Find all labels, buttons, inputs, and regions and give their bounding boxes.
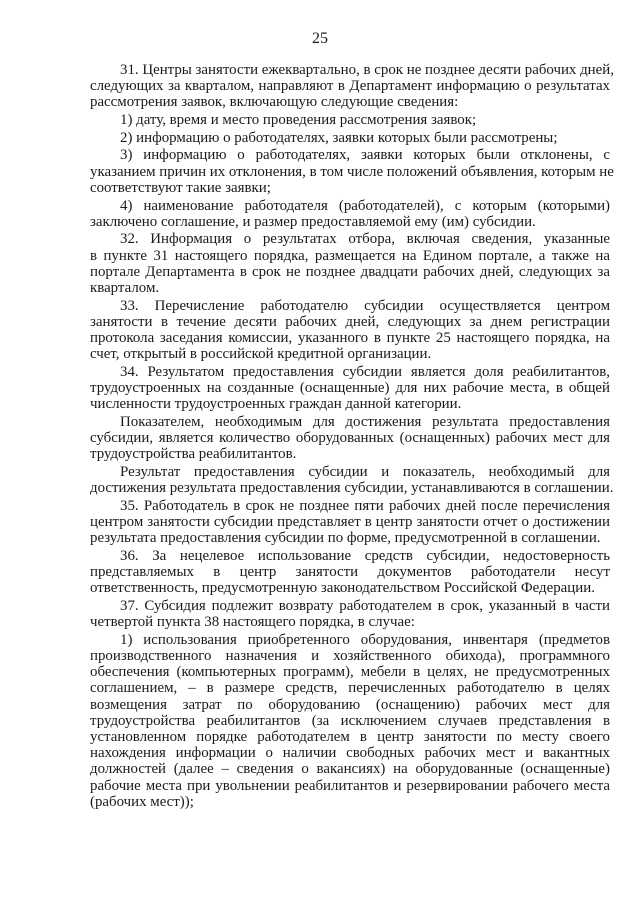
text-line: четвертой пункта 38 настоящего порядка, в случае: <box>90 614 415 631</box>
text-line: 36. За нецелевое использование средств субсидии, недостоверность <box>120 547 610 564</box>
text-line: 2) информацию о работодателях, заявки которых были рассмотрены; <box>120 129 558 146</box>
text-line: рабочие места при увольнении реабилитантов и резервировании рабочего места <box>90 777 610 794</box>
text-line: субсидии, является количество оборудованных (оснащенных) рабочих мест для <box>90 430 610 447</box>
text-line: представляемых в центр занятости документов работодатели несут <box>90 564 610 581</box>
text-line: трудоустройства реабилитантов (за исключением случаев представления в <box>90 712 610 729</box>
text-line: портале Департамента в срок не позднее двадцати рабочих дней, следующих за <box>90 263 610 280</box>
text-line: в пункте 31 настоящего порядка, размещается на Едином портале, а также на <box>90 247 610 264</box>
text-line: нахождения информации о наличии свободных рабочих мест и вакантных <box>90 745 610 762</box>
text-line: численности трудоустроенных граждан данной категории. <box>90 396 462 413</box>
text-line: указанием причин их отклонения, в том числе положений объявления, которым не <box>90 163 614 180</box>
text-line: кварталом. <box>90 279 160 296</box>
text-line: занятости в течение десяти рабочих дней, следующих за днем регистрации <box>90 313 610 330</box>
text-line: (рабочих мест)); <box>90 793 194 810</box>
text-line: счет, открытый в российской кредитной организации. <box>90 346 432 363</box>
text-line: протокола заседания комиссии, указанного в пункте 25 настоящего порядка, на <box>90 330 610 346</box>
text-line: достижения результата предоставления субсидии, устанавливаются в соглашении. <box>90 480 614 497</box>
text-line: 4) наименование работодателя (работодателей), с которым (которыми) <box>120 197 610 214</box>
text-line: 37. Субсидия подлежит возврату работодателем в срок, указанный в части <box>120 598 610 614</box>
text-line: соответствуют такие заявки; <box>90 179 271 196</box>
text-line: возмещения затрат по оборудованию (оснащению) рабочих мест для <box>90 696 610 713</box>
text-line: 35. Работодатель в срок не позднее пяти рабочих дней после перечисления <box>120 497 610 514</box>
text-line: 32. Информация о результатах отбора, включая сведения, указанные <box>120 231 610 248</box>
page-number: 25 <box>312 30 328 47</box>
text-line: соглашением, – в размере средств, перечисленных работодателю в целях <box>90 680 610 697</box>
text-line: результата предоставления субсидии по форме, предусмотренной в соглашении. <box>90 530 601 547</box>
text-line: 31. Центры занятости ежеквартально, в срок не позднее десяти рабочих дней, <box>120 62 614 78</box>
text-line: центром занятости субсидии представляет в центр занятости отчет о достижении <box>90 514 610 531</box>
text-line: 1) дату, время и место проведения рассмотрения заявок; <box>120 112 477 129</box>
text-line: производственного назначения и хозяйственного обихода), программного <box>90 648 610 665</box>
text-line: следующих за кварталом, направляют в Департамент информацию о результатах <box>90 78 610 95</box>
text-line: 34. Результатом предоставления субсидии является доля реабилитантов, <box>120 363 610 380</box>
text-line: трудоустройства реабилитантов. <box>90 446 297 463</box>
text-line: 33. Перечисление работодателю субсидии осуществляется центром <box>120 297 610 314</box>
document-body <box>90 62 614 810</box>
text-line: установленном порядке работодателем в центр занятости по месту своего <box>90 729 610 745</box>
text-line: 3) информацию о работодателях, заявки которых были отклонены, с <box>120 147 610 164</box>
text-line: рассмотрения заявок, включающую следующие сведения: <box>90 94 459 111</box>
text-line: Показателем, необходимым для достижения результата предоставления <box>120 413 610 430</box>
text-line: обеспечения (компьютерных программ), мебели в целях, не предусмотренных <box>90 664 610 681</box>
text-line: трудоустроенных на созданные (оснащенные) для них рабочие места, в общей <box>90 380 610 397</box>
text-line: должностей (далее – сведения о вакансиях) на оборудованные (оснащенные) <box>90 761 610 778</box>
text-line: ответственность, предусмотренную законодательством Российской Федерации. <box>90 580 595 597</box>
text-line: заключено соглашение, и размер предоставляемой ему (им) субсидии. <box>90 213 536 230</box>
text-line: Результат предоставления субсидии и показатель, необходимый для <box>120 464 610 480</box>
text-line: 1) использования приобретенного оборудования, инвентаря (предметов <box>120 631 610 648</box>
